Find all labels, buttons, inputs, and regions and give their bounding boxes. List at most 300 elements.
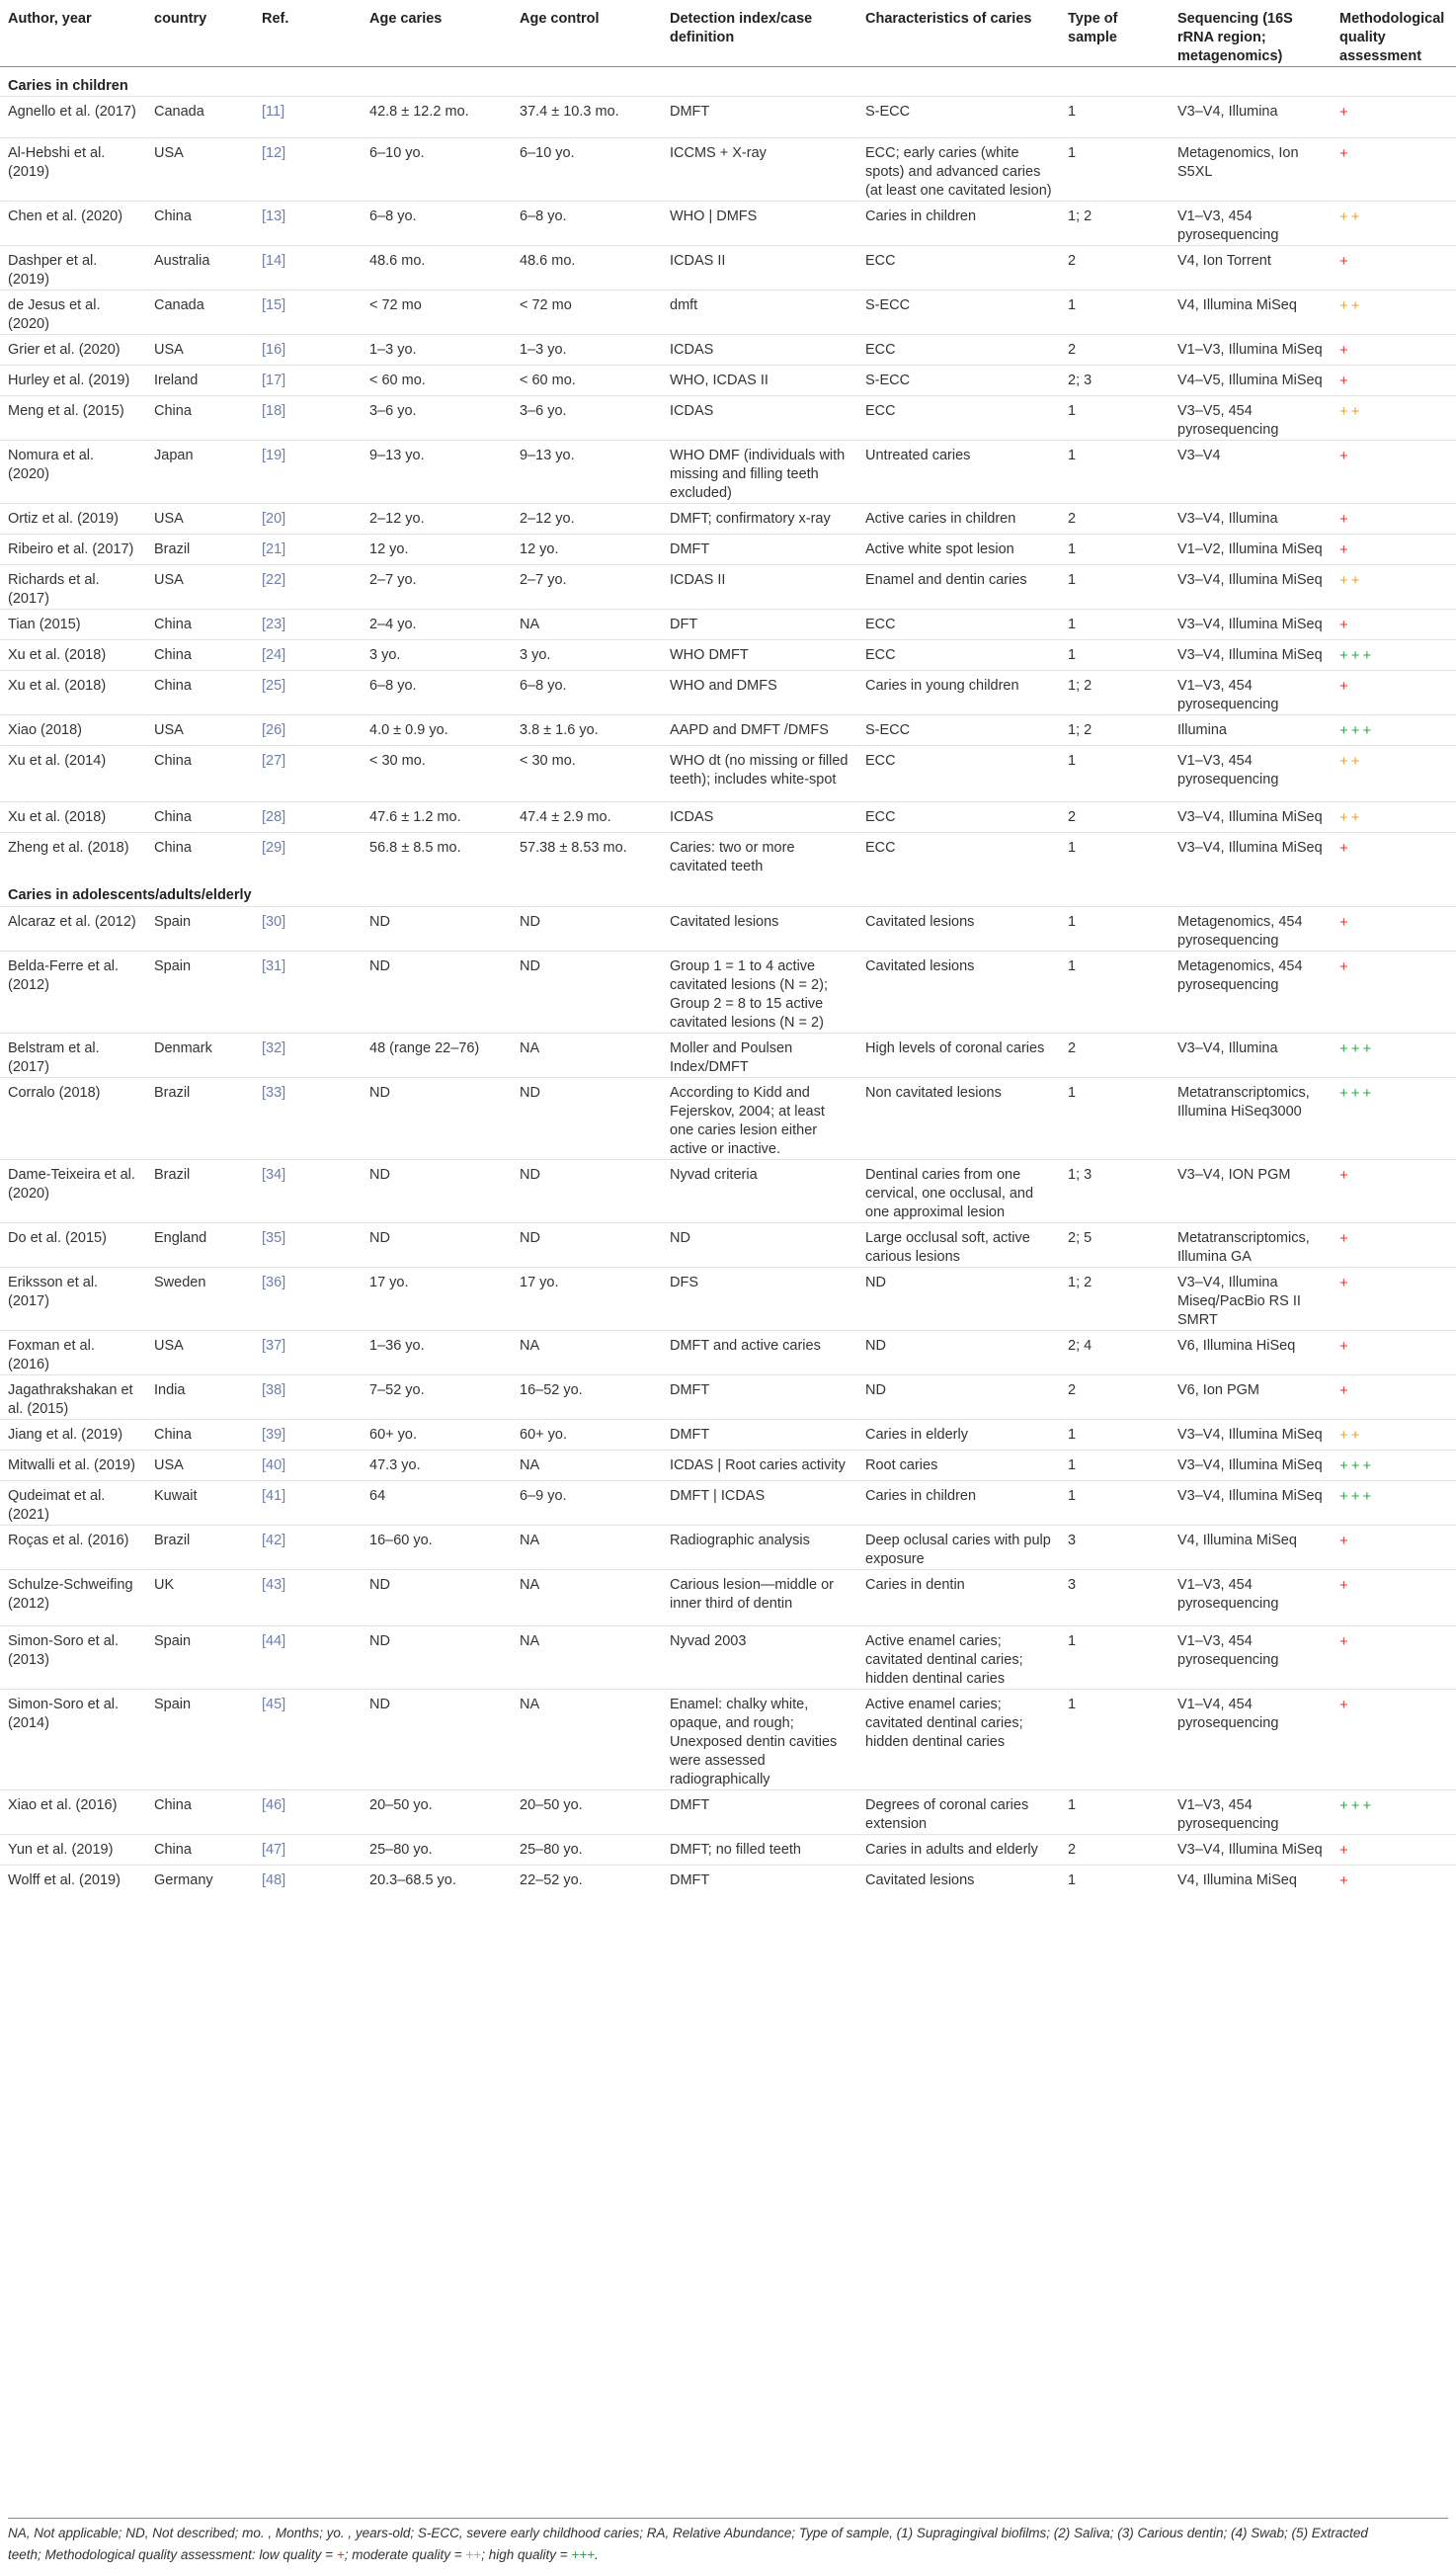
table-row [0,138,1456,202]
detection-cell: DMFT and active caries [662,1330,857,1374]
header-age-caries: Age caries [362,0,512,67]
footnote-moderate-symbol: ++ [465,2547,482,2562]
country-cell: Canada [146,97,254,138]
quality-cell [1332,715,1456,746]
sample-type-cell: 1 [1060,291,1170,335]
quality-cell [1332,1865,1456,1894]
detection-cell: Enamel: chalky white, opaque, and rough; Unexposed dentin cavities were assessed radiographically [662,1689,857,1789]
author-cell: Corralo (2018) [0,1077,146,1159]
country-cell: Brazil [146,1077,254,1159]
ref-cell[interactable]: [14] [254,246,362,291]
characteristics-cell: ECC [857,640,1060,671]
age-control-cell: 12 yo. [512,535,662,565]
author-cell: Do et al. (2015) [0,1222,146,1267]
ref-cell[interactable]: [13] [254,202,362,246]
sequencing-cell: V3–V4, Illumina MiSeq [1170,640,1332,671]
quality-cell [1332,335,1456,366]
sequencing-cell: V1–V3, 454 pyrosequencing [1170,1789,1332,1834]
table-row [0,833,1456,877]
detection-cell: ICCMS + X-ray [662,138,857,202]
ref-cell[interactable]: [33] [254,1077,362,1159]
age-caries-cell: 12 yo. [362,535,512,565]
sample-type-cell: 3 [1060,1569,1170,1625]
quality-rating: + [1339,913,1351,931]
quality-cell [1332,1419,1456,1450]
ref-cell[interactable]: [42] [254,1525,362,1569]
age-caries-cell: 47.3 yo. [362,1450,512,1480]
sequencing-cell: V3–V4, Illumina MiSeq [1170,833,1332,877]
ref-cell[interactable]: [43] [254,1569,362,1625]
ref-cell[interactable]: [26] [254,715,362,746]
footnote-line-1: NA, Not applicable; ND, Not described; mo. , Months; yo. , years-old; S-ECC, severe early childhood caries; RA, Relative Abundance; Type of sample, (1) Supragingival biofilms; (2) Saliva; (3) Carious dentin; (4) Swab; (5) Extracted [8,2526,1368,2540]
detection-cell: DMFT; confirmatory x-ray [662,504,857,535]
author-cell: Simon-Soro et al. (2014) [0,1689,146,1789]
quality-cell [1332,396,1456,441]
country-cell: England [146,1222,254,1267]
ref-cell[interactable]: [37] [254,1330,362,1374]
footnote-high-symbol: +++ [571,2547,596,2562]
table-row [0,1222,1456,1267]
quality-cell [1332,746,1456,802]
sample-type-cell: 1 [1060,1689,1170,1789]
ref-cell[interactable]: [17] [254,366,362,396]
header-author: Author, year [0,0,146,67]
quality-rating: +++ [1339,1456,1375,1474]
quality-cell [1332,202,1456,246]
quality-rating: + [1339,1532,1351,1549]
sequencing-cell: V3–V4, Illumina Miseq/PacBio RS II SMRT [1170,1267,1332,1330]
author-cell: Xu et al. (2018) [0,802,146,833]
quality-cell [1332,535,1456,565]
table-row [0,1450,1456,1480]
detection-cell: ICDAS [662,335,857,366]
country-cell: China [146,833,254,877]
age-control-cell: 3.8 ± 1.6 yo. [512,715,662,746]
ref-cell[interactable]: [34] [254,1159,362,1222]
detection-cell: WHO | DMFS [662,202,857,246]
sample-type-cell: 1 [1060,565,1170,610]
ref-cell[interactable]: [46] [254,1789,362,1834]
ref-cell[interactable]: [23] [254,610,362,640]
ref-cell[interactable]: [21] [254,535,362,565]
sequencing-cell: Metagenomics, 454 pyrosequencing [1170,906,1332,951]
quality-rating: + [1339,1632,1351,1650]
ref-cell[interactable]: [36] [254,1267,362,1330]
quality-cell [1332,1077,1456,1159]
detection-cell: DFS [662,1267,857,1330]
country-cell: Germany [146,1865,254,1894]
quality-rating: + [1339,1274,1351,1291]
quality-rating: + [1339,541,1351,558]
table-row [0,366,1456,396]
country-cell: Spain [146,906,254,951]
detection-cell: DMFT [662,1789,857,1834]
author-cell: Xu et al. (2018) [0,640,146,671]
country-cell: China [146,396,254,441]
author-cell: Eriksson et al. (2017) [0,1267,146,1330]
ref-cell[interactable]: [24] [254,640,362,671]
age-control-cell: 1–3 yo. [512,335,662,366]
ref-cell[interactable]: [20] [254,504,362,535]
table-row [0,97,1456,138]
characteristics-cell: ECC [857,833,1060,877]
ref-cell[interactable]: [11] [254,97,362,138]
footnote-quality-end: . [595,2547,599,2562]
author-cell: Belda-Ferre et al. (2012) [0,951,146,1033]
age-control-cell: 2–7 yo. [512,565,662,610]
age-caries-cell: 2–7 yo. [362,565,512,610]
characteristics-cell: Caries in children [857,202,1060,246]
age-control-cell: 16–52 yo. [512,1374,662,1419]
characteristics-cell: ND [857,1374,1060,1419]
author-cell: Jagathrakshakan et al. (2015) [0,1374,146,1419]
detection-cell: ICDAS | Root caries activity [662,1450,857,1480]
table-footnote [8,2518,1448,2566]
country-cell: Australia [146,246,254,291]
detection-cell: WHO dt (no missing or filled teeth); includes white-spot [662,746,857,802]
sample-type-cell: 2 [1060,504,1170,535]
sequencing-cell: V1–V2, Illumina MiSeq [1170,535,1332,565]
ref-cell[interactable]: [15] [254,291,362,335]
table-row [0,1625,1456,1689]
detection-cell: DMFT | ICDAS [662,1480,857,1525]
sample-type-cell: 1 [1060,746,1170,802]
table-row [0,1789,1456,1834]
age-caries-cell: 56.8 ± 8.5 mo. [362,833,512,877]
country-cell: China [146,1834,254,1865]
characteristics-cell: Active caries in children [857,504,1060,535]
quality-rating: +++ [1339,1039,1375,1057]
quality-rating: + [1339,145,1351,162]
detection-cell: Group 1 = 1 to 4 active cavitated lesions (N = 2); Group 2 = 8 to 15 active cavitated lesions (N = 2) [662,951,857,1033]
author-cell: Belstram et al. (2017) [0,1033,146,1077]
ref-cell[interactable]: [19] [254,441,362,504]
age-caries-cell: 4.0 ± 0.9 yo. [362,715,512,746]
quality-rating: + [1339,957,1351,975]
sample-type-cell: 1 [1060,1789,1170,1834]
author-cell: Roças et al. (2016) [0,1525,146,1569]
age-control-cell: 3–6 yo. [512,396,662,441]
author-cell: Xu et al. (2018) [0,671,146,715]
age-control-cell: ND [512,1159,662,1222]
ref-cell[interactable]: [44] [254,1625,362,1689]
sample-type-cell: 1 [1060,1480,1170,1525]
characteristics-cell: Active enamel caries; cavitated dentinal caries; hidden dentinal caries [857,1625,1060,1689]
author-cell: Simon-Soro et al. (2013) [0,1625,146,1689]
table-row [0,1865,1456,1894]
table-row [0,906,1456,951]
age-control-cell: 57.38 ± 8.53 mo. [512,833,662,877]
sequencing-cell: V4, Ion Torrent [1170,246,1332,291]
quality-rating: +++ [1339,647,1375,664]
ref-cell[interactable]: [27] [254,746,362,802]
country-cell: China [146,746,254,802]
table-row [0,1525,1456,1569]
table-body [0,67,1456,1895]
table-row [0,951,1456,1033]
table-row [0,535,1456,565]
quality-cell [1332,1033,1456,1077]
age-caries-cell: < 30 mo. [362,746,512,802]
author-cell: de Jesus et al. (2020) [0,291,146,335]
ref-cell[interactable]: [38] [254,1374,362,1419]
sample-type-cell: 1; 2 [1060,1267,1170,1330]
table-row [0,291,1456,335]
characteristics-cell: Dentinal caries from one cervical, one occlusal, and one approximal lesion [857,1159,1060,1222]
quality-rating: + [1339,678,1351,695]
country-cell: Ireland [146,366,254,396]
section-caries-in-children [0,67,1456,97]
characteristics-cell: Degrees of coronal caries extension [857,1789,1060,1834]
detection-cell: Carious lesion—middle or inner third of dentin [662,1569,857,1625]
quality-rating: + [1339,448,1351,464]
quality-cell [1332,441,1456,504]
country-cell: Kuwait [146,1480,254,1525]
ref-cell[interactable]: [29] [254,833,362,877]
author-cell: Richards et al. (2017) [0,565,146,610]
quality-cell [1332,1834,1456,1865]
ref-cell[interactable]: [39] [254,1419,362,1450]
sample-type-cell: 3 [1060,1525,1170,1569]
quality-cell [1332,1267,1456,1330]
quality-rating: + [1339,253,1351,270]
ref-cell[interactable]: [31] [254,951,362,1033]
age-caries-cell: 60+ yo. [362,1419,512,1450]
age-control-cell: < 60 mo. [512,366,662,396]
age-control-cell: < 72 mo [512,291,662,335]
footnote-quality-mid-2: ; high quality = [481,2547,572,2562]
age-control-cell: 6–8 yo. [512,202,662,246]
footnote-low-symbol: + [336,2547,345,2562]
author-cell: Yun et al. (2019) [0,1834,146,1865]
country-cell: USA [146,335,254,366]
ref-cell[interactable]: [32] [254,1033,362,1077]
country-cell: Brazil [146,535,254,565]
age-control-cell: 3 yo. [512,640,662,671]
quality-rating: + [1339,1337,1351,1355]
header-detection: Detection index/case definition [662,0,857,67]
quality-rating: + [1339,617,1351,633]
author-cell: Nomura et al. (2020) [0,441,146,504]
characteristics-cell: Untreated caries [857,441,1060,504]
author-cell: Wolff et al. (2019) [0,1865,146,1894]
characteristics-cell: Caries in children [857,1480,1060,1525]
quality-rating: + [1339,840,1351,857]
characteristics-cell: Cavitated lesions [857,906,1060,951]
sequencing-cell: V1–V3, 454 pyrosequencing [1170,746,1332,802]
age-caries-cell: 20–50 yo. [362,1789,512,1834]
ref-cell[interactable]: [30] [254,906,362,951]
age-caries-cell: 64 [362,1480,512,1525]
quality-cell [1332,565,1456,610]
age-caries-cell: < 60 mo. [362,366,512,396]
detection-cell: DMFT; no filled teeth [662,1834,857,1865]
ref-cell[interactable]: [45] [254,1689,362,1789]
ref-cell[interactable]: [18] [254,396,362,441]
table-row [0,1689,1456,1789]
ref-cell[interactable]: [22] [254,565,362,610]
characteristics-cell: Caries in young children [857,671,1060,715]
header-country: country [146,0,254,67]
quality-rating: + [1339,342,1351,359]
age-caries-cell: 25–80 yo. [362,1834,512,1865]
quality-cell [1332,138,1456,202]
age-control-cell: 9–13 yo. [512,441,662,504]
country-cell: China [146,1419,254,1450]
sample-type-cell: 1; 3 [1060,1159,1170,1222]
quality-cell [1332,1569,1456,1625]
author-cell: Xiao et al. (2016) [0,1789,146,1834]
quality-rating: + [1339,373,1351,389]
section-label: Caries in adolescents/adults/elderly [8,887,252,903]
ref-cell[interactable]: [40] [254,1450,362,1480]
country-cell: India [146,1374,254,1419]
age-control-cell: NA [512,1330,662,1374]
age-caries-cell: 9–13 yo. [362,441,512,504]
age-caries-cell: 3–6 yo. [362,396,512,441]
ref-cell[interactable]: [28] [254,802,362,833]
table-row [0,671,1456,715]
age-control-cell: 20–50 yo. [512,1789,662,1834]
age-control-cell: ND [512,951,662,1033]
age-control-cell: 25–80 yo. [512,1834,662,1865]
quality-cell [1332,1625,1456,1689]
ref-cell[interactable]: [48] [254,1865,362,1894]
age-caries-cell: ND [362,951,512,1033]
country-cell: Spain [146,1689,254,1789]
age-control-cell: 17 yo. [512,1267,662,1330]
country-cell: USA [146,504,254,535]
age-control-cell: NA [512,1525,662,1569]
detection-cell: ND [662,1222,857,1267]
header-characteristics: Characteristics of caries [857,0,1060,67]
header-ref: Ref. [254,0,362,67]
sample-type-cell: 2; 3 [1060,366,1170,396]
detection-cell: ICDAS II [662,246,857,291]
age-caries-cell: 1–36 yo. [362,1330,512,1374]
author-cell: Foxman et al. (2016) [0,1330,146,1374]
sequencing-cell: V3–V5, 454 pyrosequencing [1170,396,1332,441]
quality-rating: + [1339,511,1351,528]
sample-type-cell: 1 [1060,138,1170,202]
author-cell: Xiao (2018) [0,715,146,746]
table-row [0,746,1456,802]
age-control-cell: NA [512,1625,662,1689]
ref-cell[interactable]: [12] [254,138,362,202]
country-cell: USA [146,1330,254,1374]
age-control-cell: NA [512,1450,662,1480]
sample-type-cell: 1 [1060,906,1170,951]
age-caries-cell: 2–4 yo. [362,610,512,640]
country-cell: USA [146,1450,254,1480]
country-cell: China [146,802,254,833]
age-caries-cell: ND [362,1077,512,1159]
age-control-cell: 6–9 yo. [512,1480,662,1525]
detection-cell: AAPD and DMFT /DMFS [662,715,857,746]
ref-cell[interactable]: [35] [254,1222,362,1267]
detection-cell: DFT [662,610,857,640]
sample-type-cell: 2; 4 [1060,1330,1170,1374]
detection-cell: dmft [662,291,857,335]
detection-cell: ICDAS [662,396,857,441]
table-row [0,1374,1456,1419]
characteristics-cell: ND [857,1267,1060,1330]
footnote-quality-mid-1: ; moderate quality = [344,2547,466,2562]
age-caries-cell: 3 yo. [362,640,512,671]
country-cell: UK [146,1569,254,1625]
age-caries-cell: ND [362,1625,512,1689]
sequencing-cell: V3–V4, Illumina MiSeq [1170,1419,1332,1450]
characteristics-cell: Large occlusal soft, active carious lesions [857,1222,1060,1267]
detection-cell: DMFT [662,1374,857,1419]
table-row [0,610,1456,640]
sample-type-cell: 1 [1060,610,1170,640]
sample-type-cell: 2 [1060,1374,1170,1419]
table-row [0,802,1456,833]
country-cell: USA [146,138,254,202]
age-control-cell: 48.6 mo. [512,246,662,291]
quality-rating: ++ [1339,753,1363,770]
author-cell: Jiang et al. (2019) [0,1419,146,1450]
ref-cell[interactable]: [47] [254,1834,362,1865]
table-row [0,640,1456,671]
author-cell: Ortiz et al. (2019) [0,504,146,535]
characteristics-cell: High levels of coronal caries [857,1033,1060,1077]
characteristics-cell: Root caries [857,1450,1060,1480]
quality-cell [1332,1689,1456,1789]
table-row [0,1419,1456,1450]
ref-cell[interactable]: [41] [254,1480,362,1525]
age-control-cell: 60+ yo. [512,1419,662,1450]
age-caries-cell: 16–60 yo. [362,1525,512,1569]
sequencing-cell: V6, Ion PGM [1170,1374,1332,1419]
sequencing-cell: V1–V3, 454 pyrosequencing [1170,671,1332,715]
sample-type-cell: 1 [1060,1865,1170,1894]
age-control-cell: 47.4 ± 2.9 mo. [512,802,662,833]
table-row [0,335,1456,366]
section-caries-in-adults [0,876,1456,906]
ref-cell[interactable]: [25] [254,671,362,715]
quality-rating: ++ [1339,572,1363,589]
author-cell: Qudeimat et al. (2021) [0,1480,146,1525]
ref-cell[interactable]: [16] [254,335,362,366]
characteristics-cell: Cavitated lesions [857,1865,1060,1894]
age-control-cell: ND [512,1077,662,1159]
table-header [0,0,1456,67]
age-control-cell: NA [512,1689,662,1789]
age-caries-cell: < 72 mo [362,291,512,335]
detection-cell: Moller and Poulsen Index/DMFT [662,1033,857,1077]
age-control-cell: ND [512,906,662,951]
sample-type-cell: 1 [1060,441,1170,504]
table-row [0,1267,1456,1330]
detection-cell: DMFT [662,1419,857,1450]
author-cell: Chen et al. (2020) [0,202,146,246]
sequencing-cell: V4, Illumina MiSeq [1170,291,1332,335]
author-cell: Al-Hebshi et al. (2019) [0,138,146,202]
sample-type-cell: 1; 2 [1060,671,1170,715]
detection-cell: WHO and DMFS [662,671,857,715]
age-control-cell: 22–52 yo. [512,1865,662,1894]
age-control-cell: 6–10 yo. [512,138,662,202]
sequencing-cell: Metatranscriptomics, Illumina HiSeq3000 [1170,1077,1332,1159]
age-caries-cell: 1–3 yo. [362,335,512,366]
quality-rating: +++ [1339,1796,1375,1814]
quality-rating: ++ [1339,1426,1363,1444]
sample-type-cell: 1 [1060,396,1170,441]
quality-rating: +++ [1339,1084,1375,1102]
detection-cell: Nyvad 2003 [662,1625,857,1689]
